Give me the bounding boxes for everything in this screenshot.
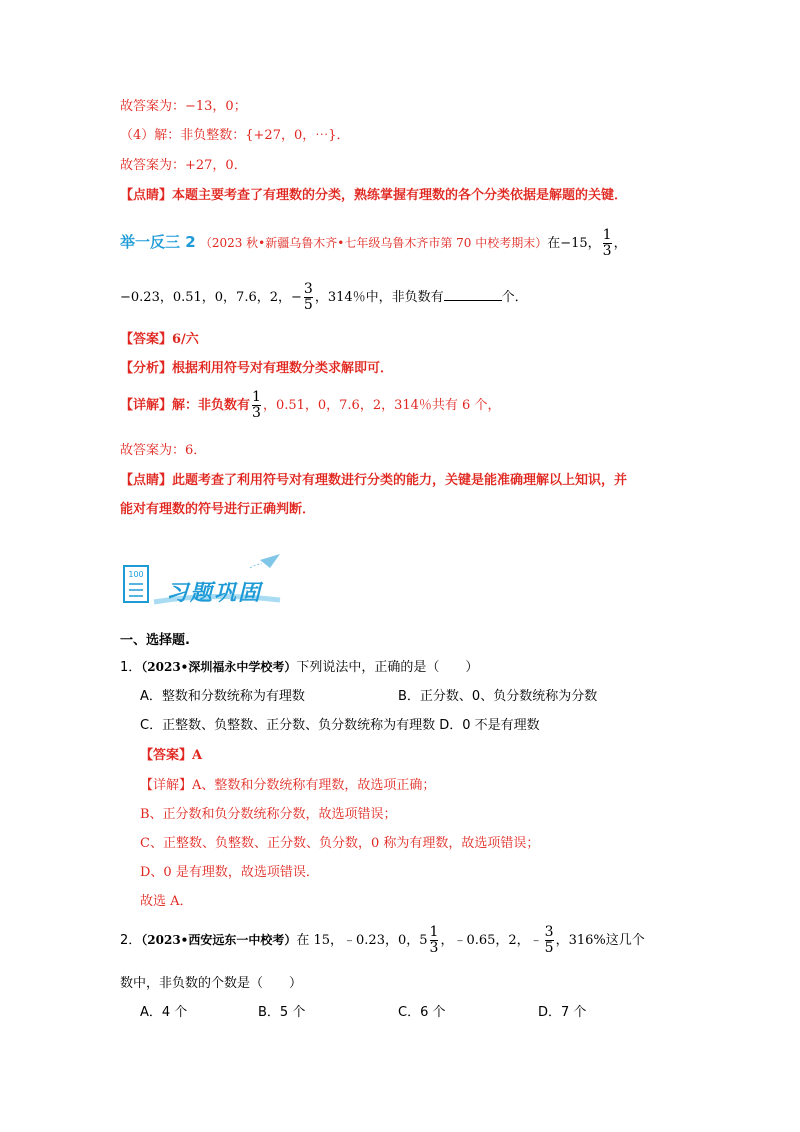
example-answer: 【答案】6/六	[120, 332, 199, 347]
detail-text-b: ，0.51，0，7.6，2，314％共有 6 个，	[262, 398, 501, 413]
answer-line-2: 故答案为：+27，0．	[120, 158, 247, 173]
section-title: 一、选择题.	[120, 633, 190, 648]
detail-line-3: C、正整数、负整数、正分数、负分数，0 称为有理数，故选项错误；	[140, 836, 540, 851]
detail-line-4: D、0 是有理数，故选项错误．	[140, 865, 319, 880]
banner-title: 习题巩固	[166, 581, 263, 606]
example-2-stem	[120, 224, 627, 262]
option-a: A．4 个	[140, 1005, 188, 1020]
option-a: A．整数和分数统称为有理数	[140, 689, 305, 704]
answer-line-1: 故答案为：−13，0；	[120, 99, 247, 114]
example-conclusion: 故答案为：6．	[120, 443, 207, 458]
example-analysis: 【分析】根据利用符号对有理数分类求解即可．	[120, 361, 394, 376]
question-stem-a: 在 15，﹣0.23，0，5	[296, 933, 428, 948]
example-comment-1: 【点睛】此题考查了利用符号对有理数进行分类的能力，关键是能准确理解以上知识，并	[120, 473, 628, 488]
detail-line-5: 故选 A．	[140, 894, 193, 909]
question-number: 2．	[120, 933, 142, 948]
detail-line-1: 【详解】A、整数和分数统称有理数，故选项正确；	[140, 778, 436, 793]
option-d: D．7 个	[538, 1005, 587, 1020]
question-source: （2023•深圳福永中学校考）	[141, 660, 297, 674]
example-text-b: ，	[613, 236, 627, 251]
example-text-a: 在−15，	[547, 236, 601, 251]
paper-plane-icon	[260, 554, 280, 568]
exercise-banner	[120, 552, 290, 612]
question-1-stem	[120, 657, 478, 678]
question-1-answer: 【答案】A	[140, 748, 203, 763]
comment-line: 【点睛】本题主要考查了有理数的分类，熟练掌握有理数的各个分类依据是解题的关键．	[120, 188, 628, 203]
example-tag: 举一反三 2	[120, 233, 196, 251]
question-source: （2023•西安远东一中校考）	[141, 933, 297, 947]
question-stem: 下列说法中，正确的是（ ）	[296, 660, 479, 675]
svg-text:100: 100	[128, 570, 144, 579]
option-b: B．5 个	[258, 1005, 306, 1020]
example-2-stem-line2	[120, 280, 528, 316]
example-detail	[120, 388, 500, 424]
option-c: C．6 个	[398, 1005, 446, 1020]
example-text-e: 个．	[501, 290, 528, 305]
example-source: （2023 秋•新疆乌鲁木齐•七年级乌鲁木齐市第 70 中校考期末）	[199, 236, 548, 250]
example-text-c: −0.23，0.51，0，7.6，2，−	[120, 290, 302, 305]
detail-line-2: B、正分数和负分数统称分数，故选项错误；	[140, 807, 397, 822]
fraction-one-third: $\frac{1}{3}$	[429, 924, 439, 956]
detail-text-a: 【详解】解：非负数有	[120, 398, 251, 413]
question-number: 1．	[120, 660, 142, 675]
option-c-d: C．正整数、负整数、正分数、负分数统称为有理数 D．0 不是有理数	[140, 718, 540, 733]
question-stem-b: ，﹣0.65，2，﹣	[440, 933, 543, 948]
option-b: B．正分数、0、负分数统称为分数	[398, 689, 598, 704]
question-2-stem-line2: 数中，非负数的个数是（ ）	[120, 976, 303, 991]
fraction-three-fifths: $\frac{3}{5}$	[303, 281, 313, 313]
fraction-one-third: $\frac{1}{3}$	[602, 227, 612, 259]
question-2-stem	[120, 922, 645, 959]
fraction-three-fifths: $\frac{3}{5}$	[544, 924, 554, 956]
example-comment-2: 能对有理数的符号进行正确判断．	[120, 502, 316, 517]
solution-line-4: （4）解：非负整数：{+27，0，⋯}．	[120, 128, 350, 143]
example-text-d: ，314％中，非负数有	[314, 290, 444, 305]
answer-blank	[444, 288, 502, 301]
question-stem-c: ，316%这几个	[555, 933, 645, 948]
detail-fraction-one-third: $\frac{1}{3}$	[252, 389, 261, 421]
